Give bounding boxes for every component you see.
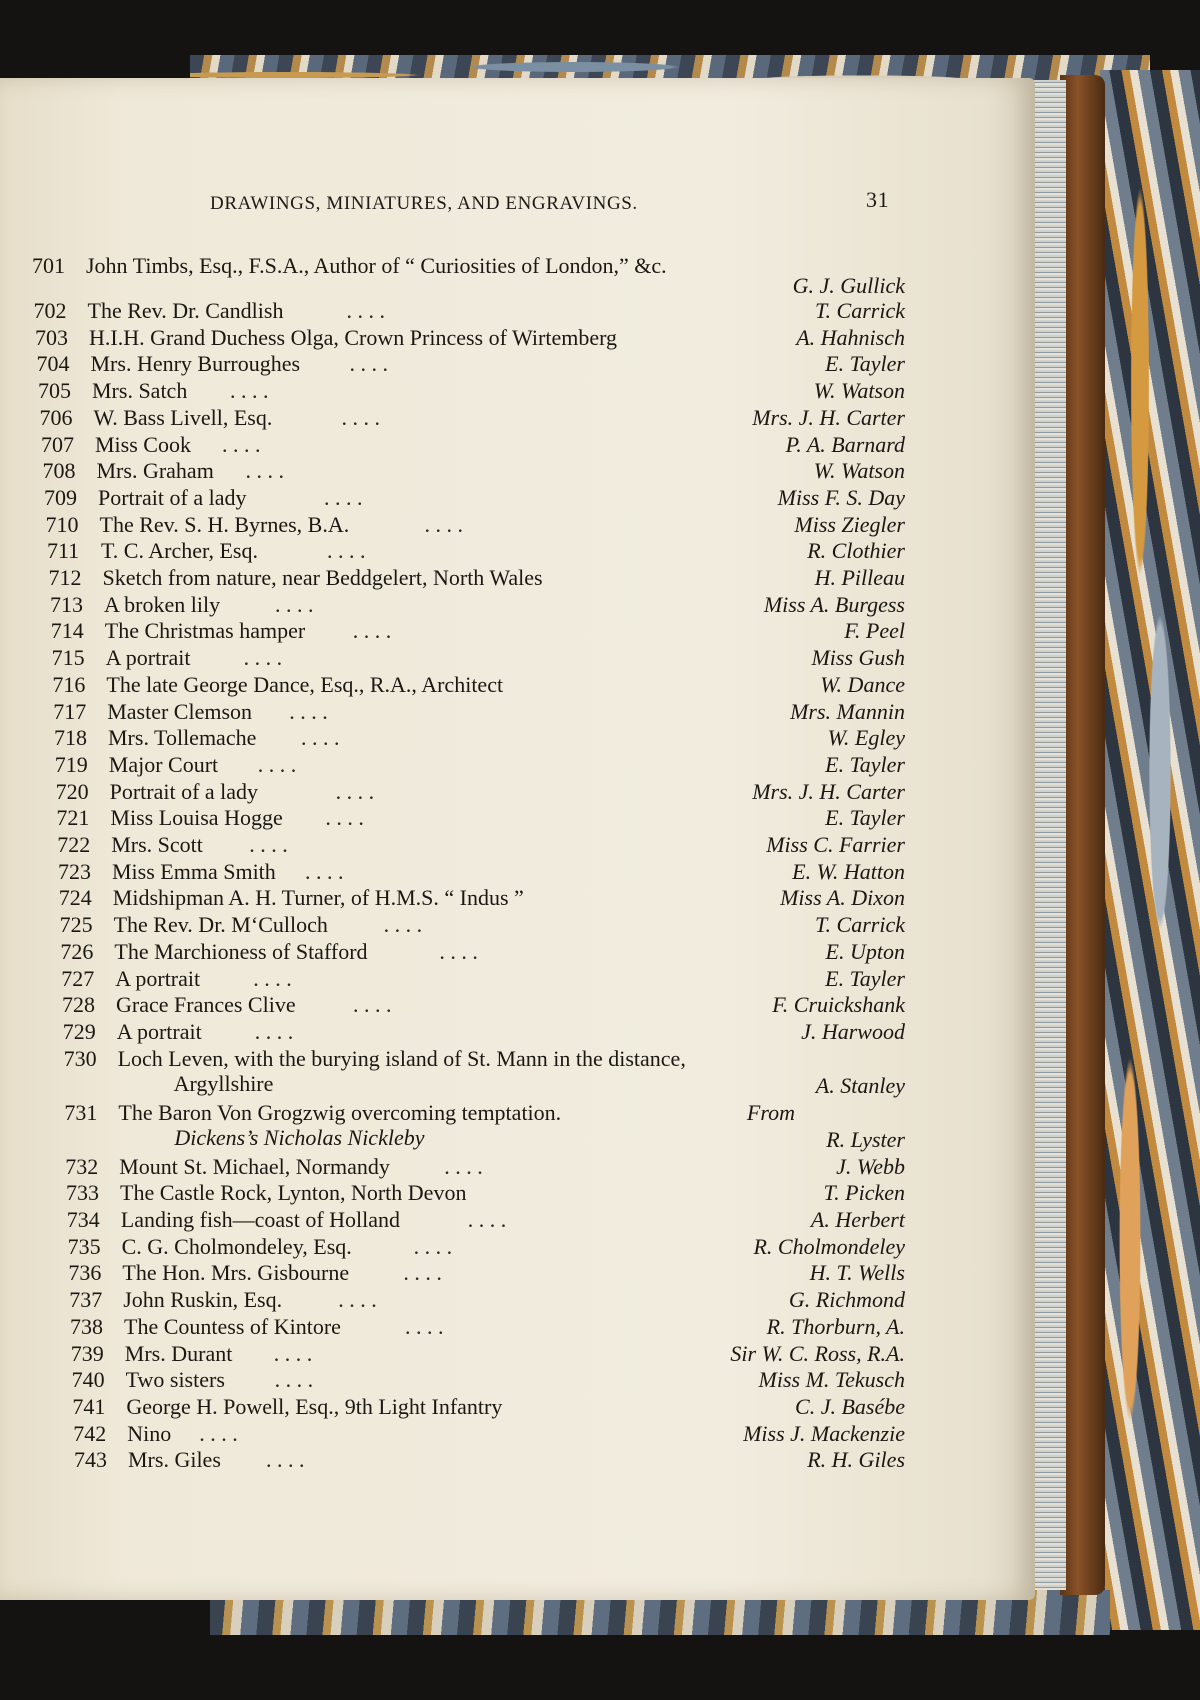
catalogue-entry (58, 858, 905, 885)
artist-name: Miss A. Burgess (763, 591, 905, 617)
entry-number: 728 (62, 992, 95, 1018)
leader-dots: . . . . (352, 618, 392, 644)
artist-name: E. Tayler (825, 965, 905, 991)
artist-name: W. Egley (827, 725, 905, 751)
leader-dots: . . . . (424, 511, 463, 537)
entry-number: 731 (64, 1099, 98, 1125)
entry-number: 726 (60, 938, 94, 964)
catalogue-entry (59, 884, 905, 911)
catalogue-entry (74, 1446, 905, 1473)
leader-dots: . . . . (222, 431, 261, 457)
catalogue-entry (69, 1286, 905, 1313)
artist-name: A. Hahnisch (796, 324, 905, 350)
catalogue-entry (68, 1233, 905, 1260)
leader-dots: . . . . (327, 538, 366, 564)
artist-name: Miss M. Tekusch (758, 1367, 905, 1393)
leader-dots: . . . . (199, 1420, 238, 1446)
leader-dots: . . . . (289, 698, 328, 724)
artist-name: Mrs. J. H. Carter (752, 778, 905, 804)
entry-title: A portrait (105, 645, 191, 671)
entry-title: Master Clemson (107, 698, 253, 724)
catalogue-entry (72, 1366, 905, 1393)
leader-dots: . . . . (305, 858, 344, 884)
entry-title: Miss Emma Smith (112, 858, 276, 884)
artist-name: G. J. Gullick (792, 273, 905, 298)
entry-title: Landing fish—coast of Holland (120, 1207, 401, 1232)
artist-name: T. Carrick (814, 298, 905, 323)
leader-dots: . . . . (405, 1313, 444, 1339)
entry-title: The Hon. Mrs. Gisbourne (122, 1260, 350, 1286)
artist-name: H. T. Wells (809, 1260, 905, 1286)
entry-number: 720 (55, 778, 89, 804)
artist-name: F. Peel (844, 618, 905, 644)
leader-dots: . . . . (383, 912, 423, 938)
entry-title: Mrs. Henry Burroughes (90, 351, 301, 377)
entry-number: 738 (70, 1313, 103, 1339)
leader-dots: . . . . (274, 1367, 314, 1393)
entry-number: 730 (63, 1045, 97, 1071)
catalogue-entry (73, 1420, 905, 1447)
catalogue-entry (51, 617, 905, 644)
artist-name: T. Picken (823, 1180, 905, 1206)
catalogue-entry (65, 1153, 905, 1180)
leader-dots: . . . . (324, 484, 363, 510)
artist-name: Miss A. Dixon (780, 885, 905, 911)
entry-title: John Timbs, Esq., F.S.A., Author of “ Curiosities of London,” &c. (86, 253, 667, 278)
catalogue-entry (64, 1099, 905, 1152)
artist-name: J. Webb (836, 1153, 905, 1179)
catalogue-entry (62, 991, 905, 1018)
leader-dots: . . . . (275, 591, 314, 617)
artist-name: R. Thorburn, A. (766, 1313, 905, 1339)
catalogue-entry (32, 252, 905, 298)
artist-name: C. J. Basébe (795, 1393, 905, 1419)
entry-number: 716 (52, 671, 86, 697)
leader-dots: . . . . (335, 778, 375, 804)
leader-dots: . . . . (257, 751, 297, 777)
entry-title: Loch Leven, with the burying island of St. Mann in the distance, (117, 1045, 686, 1071)
entry-number: 714 (50, 618, 84, 644)
entry-title: Mrs. Tollemache (108, 725, 257, 751)
artist-name: W. Dance (820, 671, 905, 697)
entry-title-continuation: Argyllshire (173, 1070, 274, 1096)
leader-dots: . . . . (341, 404, 380, 430)
leader-dots: . . . . (353, 992, 392, 1018)
entry-number: 732 (65, 1153, 99, 1179)
entry-title: The Christmas hamper (104, 618, 306, 644)
entry-number: 729 (62, 1018, 96, 1044)
entry-title: Sketch from nature, near Beddgelert, North Wales (102, 565, 543, 590)
catalogue-entry (40, 404, 906, 431)
entry-title: Mrs. Giles (128, 1447, 221, 1473)
artist-name: R. Lyster (826, 1126, 905, 1152)
entry-title: A portrait (116, 1018, 202, 1044)
entry-number: 721 (56, 805, 90, 831)
leader-dots: . . . . (273, 1340, 313, 1366)
entry-number: 724 (58, 885, 92, 911)
artist-name: W. Watson (813, 458, 905, 484)
entry-title: Nino (127, 1420, 172, 1446)
entry-title-suffix: From (746, 1099, 795, 1125)
catalogue-entry (67, 1206, 905, 1233)
leader-dots: . . . . (254, 1018, 294, 1044)
catalogue-entry (66, 1179, 905, 1206)
artist-name: Sir W. C. Ross, R.A. (730, 1340, 905, 1366)
entry-number: 733 (66, 1180, 99, 1206)
leader-dots: . . . . (243, 645, 283, 671)
artist-name: Miss C. Farrier (766, 832, 905, 857)
entry-number: 735 (67, 1233, 101, 1259)
entry-number: 709 (44, 484, 77, 510)
entry-title: Portrait of a lady (98, 484, 247, 510)
entry-number: 702 (33, 298, 67, 323)
leader-dots: . . . . (444, 1153, 483, 1179)
entry-number: 727 (61, 965, 95, 991)
catalogue-entry (38, 377, 905, 404)
entry-number: 712 (48, 565, 82, 590)
catalogue-entry (60, 911, 905, 938)
entry-number: 734 (66, 1207, 100, 1232)
artist-name: R. Clothier (807, 538, 905, 564)
entry-number: 703 (35, 324, 68, 350)
artist-name: Mrs. J. H. Carter (752, 404, 905, 430)
catalogue-entry (55, 751, 905, 778)
artist-name: Miss J. Mackenzie (743, 1420, 905, 1446)
artist-name: A. Herbert (810, 1207, 905, 1232)
entry-number: 740 (71, 1367, 105, 1393)
entry-title: C. G. Cholmondeley, Esq. (121, 1233, 352, 1259)
catalogue-entry (57, 831, 905, 858)
artist-name: J. Harwood (801, 1018, 905, 1044)
entry-title: A broken lily (104, 591, 221, 617)
artist-name: Miss F. S. Day (777, 484, 905, 510)
catalogue-entry (63, 1045, 905, 1098)
catalogue-entry (41, 431, 905, 458)
artist-name: E. Tayler (825, 351, 905, 377)
entry-title: Mrs. Scott (111, 832, 203, 857)
entry-number: 701 (32, 253, 65, 278)
entry-number: 743 (74, 1447, 107, 1473)
entry-number: 725 (59, 912, 93, 938)
entry-title: The late George Dance, Esq., R.A., Architect (106, 671, 504, 697)
entry-title: Portrait of a lady (109, 778, 259, 804)
entry-title: Grace Frances Clive (116, 992, 296, 1018)
entry-number: 742 (73, 1420, 107, 1446)
artist-name: T. Carrick (814, 912, 905, 938)
catalogue-entry (49, 564, 906, 591)
leader-dots: . . . . (338, 1287, 377, 1313)
artist-name: R. H. Giles (807, 1447, 905, 1473)
entry-title-continuation: Dickens’s Nicholas Nickleby (174, 1124, 425, 1150)
entry-title: Mrs. Satch (92, 378, 188, 404)
entry-title: The Rev. Dr. Candlish (87, 298, 284, 323)
leader-dots: . . . . (439, 938, 478, 964)
entry-number: 722 (57, 832, 91, 857)
catalogue-entry (70, 1313, 905, 1340)
entry-title: John Ruskin, Esq. (123, 1287, 283, 1313)
entry-number: 705 (38, 378, 71, 404)
artist-name: Miss Ziegler (794, 511, 905, 537)
entry-number: 719 (54, 751, 88, 777)
entry-title: George H. Powell, Esq., 9th Light Infantry (126, 1393, 503, 1419)
entry-title: Mount St. Michael, Normandy (119, 1153, 390, 1179)
catalogue-entry (54, 724, 905, 751)
entry-title: The Castle Rock, Lynton, North Devon (120, 1180, 467, 1206)
catalogue-entry (56, 778, 905, 805)
catalogue-entry (46, 511, 906, 538)
entry-title: W. Bass Livell, Esq. (93, 404, 273, 430)
leader-dots: . . . . (266, 1447, 305, 1473)
artist-name: E. W. Hatton (792, 858, 905, 884)
entry-number: 710 (45, 511, 79, 537)
leader-dots: . . . . (403, 1260, 442, 1286)
running-title: DRAWINGS, MINIATURES, AND ENGRAVINGS. (210, 193, 638, 214)
entry-title: Midshipman A. H. Turner, of H.M.S. “ Indus ” (112, 885, 524, 911)
catalogue-entry (52, 671, 905, 698)
artist-name: H. Pilleau (814, 565, 905, 590)
entry-number: 723 (58, 858, 91, 884)
entry-number: 706 (39, 404, 73, 430)
entry-title: Two sisters (125, 1367, 225, 1393)
leader-dots: . . . . (349, 351, 388, 377)
entry-number: 736 (68, 1260, 102, 1286)
entry-number: 708 (42, 458, 76, 484)
catalogue-entry (72, 1393, 905, 1420)
entry-title: Miss Louisa Hogge (110, 805, 283, 831)
entry-number: 717 (53, 698, 87, 724)
leader-dots: . . . . (245, 458, 284, 484)
entry-number: 707 (41, 431, 74, 457)
catalogue-entry (52, 644, 905, 671)
catalogue-entry (34, 297, 906, 324)
entry-number: 741 (72, 1393, 106, 1419)
leader-dots: . . . . (346, 298, 385, 323)
catalogue-entry (61, 965, 905, 992)
entry-number: 711 (47, 538, 80, 564)
artist-name: A. Stanley (815, 1072, 905, 1098)
artist-name: F. Cruickshank (772, 992, 905, 1018)
catalogue-entry (53, 698, 905, 725)
entry-title: Major Court (108, 751, 219, 777)
entry-number: 715 (51, 645, 85, 671)
entry-title: The Rev. S. H. Byrnes, B.A. (99, 511, 350, 537)
leader-dots: . . . . (249, 832, 288, 857)
leader-dots: . . . . (413, 1233, 453, 1259)
entry-title: Mrs. Graham (96, 458, 214, 484)
artist-name: Miss Gush (811, 645, 905, 671)
artist-name: E. Tayler (825, 805, 905, 831)
artist-name: R. Cholmondeley (753, 1233, 905, 1259)
leader-dots: . . . . (253, 965, 292, 991)
entry-title: The Marchioness of Stafford (114, 938, 368, 964)
leader-dots: . . . . (301, 725, 340, 751)
entry-title: The Baron Von Grogzwig overcoming temptation. (118, 1099, 562, 1125)
entry-number: 739 (70, 1340, 104, 1366)
entry-title: H.I.H. Grand Duchess Olga, Crown Princess of Wirtemberg (89, 324, 618, 350)
entry-title: The Countess of Kintore (124, 1313, 341, 1339)
catalogue-entry (44, 484, 905, 511)
entry-number: 737 (69, 1287, 103, 1313)
artist-name: E. Tayler (825, 751, 905, 777)
entry-title: A portrait (115, 965, 201, 991)
artist-name: W. Watson (813, 378, 905, 404)
entry-number: 704 (36, 351, 70, 377)
catalogue-entry (56, 804, 905, 831)
catalogue-entry (47, 537, 905, 564)
artist-name: P. A. Barnard (785, 431, 905, 457)
leader-dots: . . . . (325, 805, 364, 831)
catalogue-entry (71, 1340, 905, 1367)
entry-title: The Rev. Dr. M‘Culloch (113, 912, 328, 938)
entry-title: T. C. Archer, Esq. (101, 538, 258, 564)
catalogue-entry (60, 938, 905, 965)
leader-dots: . . . . (230, 378, 269, 404)
entry-title: Miss Cook (95, 431, 191, 457)
entry-number: 713 (50, 591, 83, 617)
entry-number: 718 (54, 725, 87, 751)
artist-name: G. Richmond (788, 1287, 905, 1313)
catalogue-entry (63, 1018, 905, 1045)
artist-name: E. Upton (825, 938, 905, 964)
catalogue-entry (35, 324, 905, 351)
entry-title: Mrs. Durant (124, 1340, 233, 1366)
catalogue-entry (68, 1259, 905, 1286)
page-number: 31 (866, 187, 890, 212)
catalogue-entry (43, 457, 906, 484)
artist-name: Mrs. Mannin (790, 698, 905, 724)
catalogue-entry (50, 591, 905, 618)
catalogue-entry (37, 350, 906, 377)
leader-dots: . . . . (467, 1207, 507, 1232)
